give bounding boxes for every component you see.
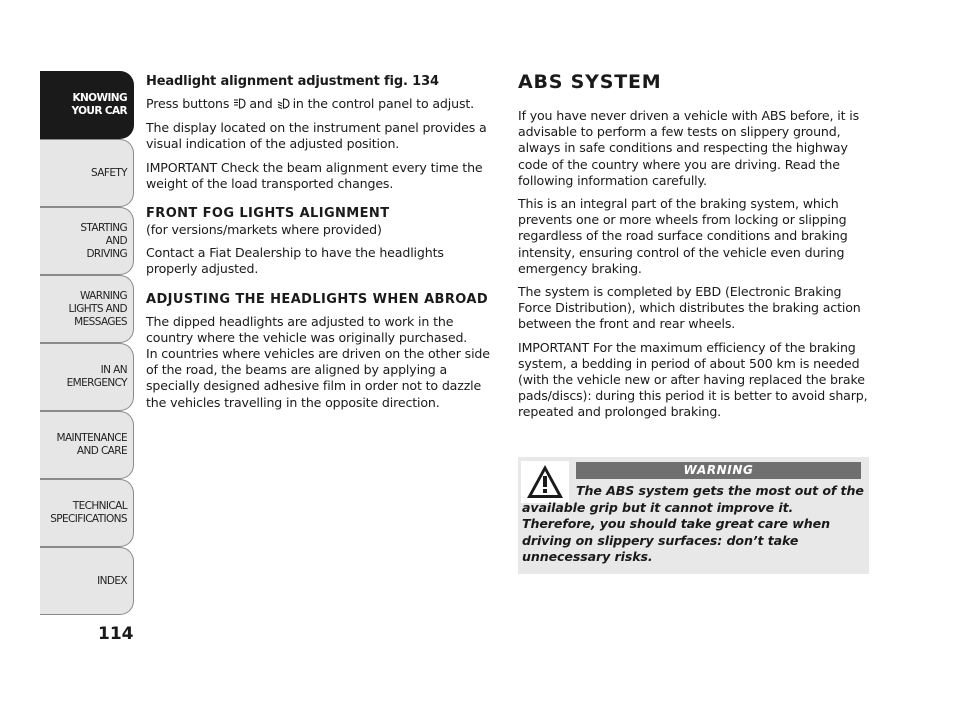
warning-text: The ABS system gets the most out of the available grip but it cannot improve it. Therefore, you should take great care when driving on slippery surfaces: don’t take unnecessary risks. (522, 483, 864, 564)
headlight-down-icon (277, 97, 290, 113)
tab-starting-and-driving[interactable]: STARTING AND DRIVING (40, 207, 134, 275)
tab-technical-specifications[interactable]: TECHNICAL SPECIFICATIONS (40, 479, 134, 547)
press-buttons-pre: Press buttons (146, 96, 230, 111)
press-buttons-post: in the control panel to adjust. (292, 96, 475, 111)
left-column (146, 73, 498, 418)
headlight-up-icon (233, 97, 246, 113)
fog-lights-heading: FRONT FOG LIGHTS ALIGNMENT (146, 206, 390, 222)
tab-index[interactable]: INDEX (40, 547, 134, 615)
headlights-abroad-heading: ADJUSTING THE HEADLIGHTS WHEN ABROAD (146, 291, 489, 307)
abs-system-title: ABS SYSTEM (518, 71, 662, 93)
tab-safety[interactable]: SAFETY (40, 139, 134, 207)
chapter-tabs (40, 71, 134, 615)
page-number: 114 (98, 624, 134, 644)
press-buttons-paragraph (146, 96, 498, 113)
tab-maintenance-and-care[interactable]: MAINTENANCE AND CARE (40, 411, 134, 479)
tab-knowing-your-car[interactable]: KNOWING YOUR CAR (40, 71, 134, 139)
tab-in-an-emergency[interactable]: IN AN EMERGENCY (40, 343, 134, 411)
abroad-paragraph-1: The dipped headlights are adjusted to work in the country where the vehicle was originally purchased. (146, 313, 468, 345)
tab-warning-lights-and-messages[interactable]: WARNING LIGHTS AND MESSAGES (40, 275, 134, 343)
display-paragraph: The display located on the instrument panel provides a visual indication of the adjusted position. (146, 120, 487, 152)
warning-box (518, 457, 869, 574)
abs-paragraph-3: The system is completed by EBD (Electronic Braking Force Distribution), which distributes the braking action between the front and rear wheels. (518, 284, 861, 332)
fog-lights-paragraph: Contact a Fiat Dealership to have the headlights properly adjusted. (146, 245, 444, 277)
fog-lights-subheading: (for versions/markets where provided) (146, 222, 382, 238)
warning-header: WARNING (576, 462, 861, 479)
abs-paragraph-4: IMPORTANT For the maximum efficiency of the braking system, a bedding in period of about 500 km is needed (with the vehicle new or after having replaced the brake pads/discs): during this period it is better to avoid sharp, repeated and prolonged braking. (518, 339, 868, 420)
abroad-paragraph-2: In countries where vehicles are driven on the other side of the road, the beams are aligned by applying a specially designed adhesive film in order not to dazzle the vehicles travelling in the opposite direction. (146, 346, 490, 410)
press-buttons-and: and (249, 96, 273, 111)
important-load-paragraph: IMPORTANT Check the beam alignment every time the weight of the load transported changes. (146, 159, 483, 191)
headlight-alignment-heading: Headlight alignment adjustment fig. 134 (146, 74, 439, 89)
right-column (518, 71, 870, 428)
abs-paragraph-1: If you have never driven a vehicle with ABS before, it is advisable to perform a few tests on slippery ground, always in safe conditions and respecting the highway code of the country where you are driving. Read the following information carefully. (518, 108, 859, 188)
abs-paragraph-2: This is an integral part of the braking system, which prevents one or more wheels from locking or slipping regardless of the road surface conditions and braking intensity, ensuring control of the vehicle even during emergency braking. (518, 196, 848, 276)
